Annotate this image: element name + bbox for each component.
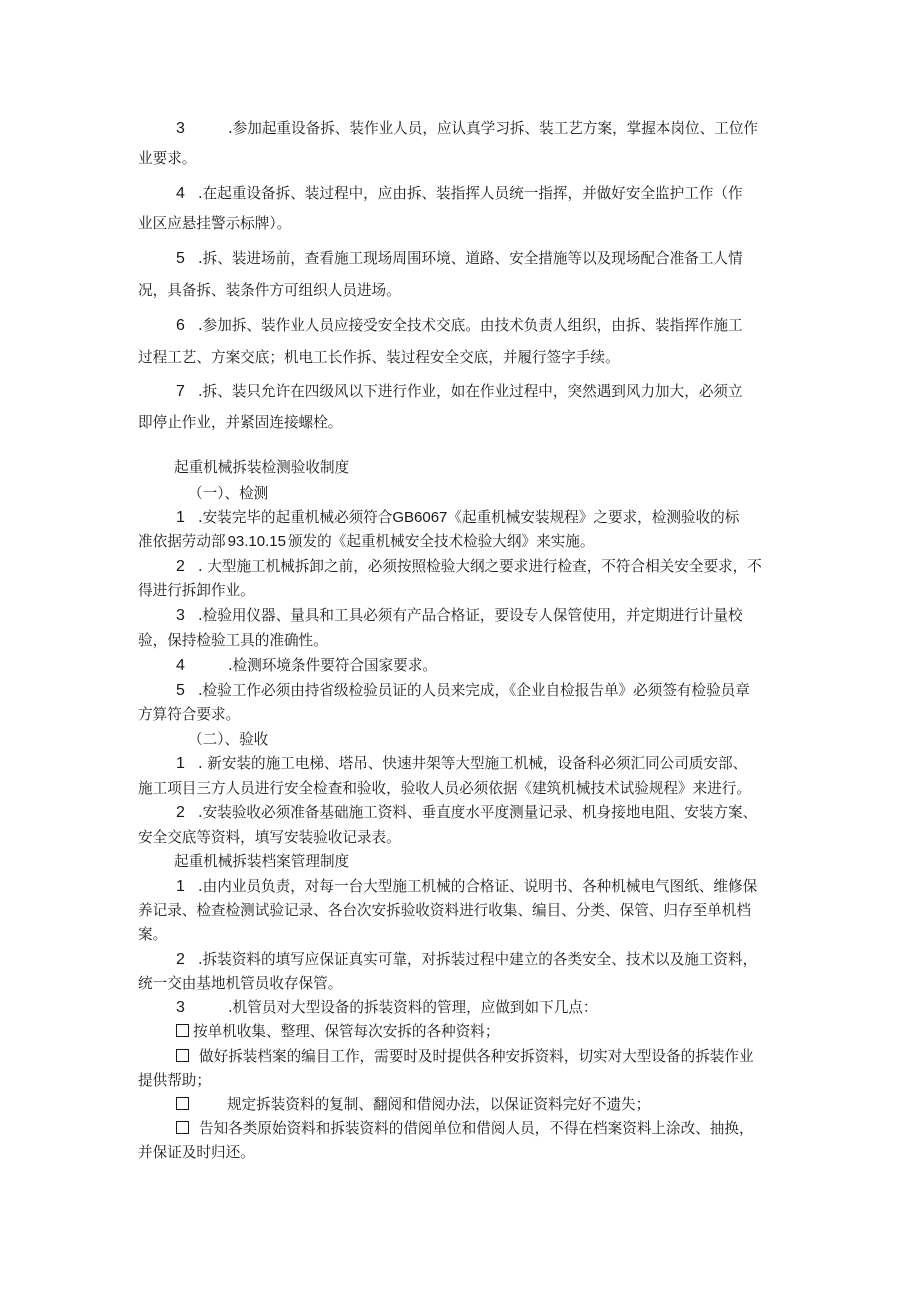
item-number: 1: [176, 755, 185, 772]
inspection-item-2-line-2: 得进行拆卸作业。: [138, 582, 255, 599]
item-number: 5: [176, 682, 185, 699]
item-number: 7: [176, 383, 185, 400]
item-number: 2: [176, 804, 185, 821]
inspection-item-5-line-2: 方算符合要求。: [138, 706, 241, 723]
item-number: 3: [176, 999, 185, 1016]
item-6-line-1: 6 .参加拆、装作业人员应接受安全技术交底。由技术负责人组织，由拆、装指挥作施工: [176, 317, 743, 334]
subheading-inspection: （一）、检测: [188, 485, 269, 502]
acceptance-item-1-line-2: 施工项目三方人员进行安全检查和验收，验收人员必须依据《建筑机械技术试验规程》来进行。: [138, 780, 751, 797]
subheading-acceptance: （二）、验收: [188, 731, 269, 748]
item-number: 5: [176, 250, 185, 267]
item-number: 6: [176, 317, 185, 334]
archive-item-1-line-2: 养记录、检查检测试验记录、各台次安拆验收资料进行收集、编目、分类、保管、归存至单机档: [138, 902, 751, 919]
section-title-inspection: 起重机械拆装检测验收制度: [174, 459, 350, 476]
item-number: 3: [176, 120, 185, 137]
inspection-item-3-line-1: 3 .检验用仪器、量具和工具必须有产品合格证，要设专人保管使用，并定期进行计量校: [176, 607, 743, 624]
item-4-line-2: 业区应悬挂警示标牌）。: [138, 215, 292, 232]
inspection-item-1-line-2: 准依据劳动部 93.10.15 颁发的《起重机械安全技术检验大纲》来实施。: [138, 533, 595, 550]
item-number: 4: [176, 185, 185, 202]
archive-item-2-line-1: 2 .拆装资料的填写应保证真实可靠，对拆装过程中建立的各类安全、技术以及施工资料，: [176, 951, 758, 968]
inspection-item-5-line-1: 5 .检验工作必须由持省级检验员证的人员来完成，《企业自检报告单》必须签有检验员章: [176, 682, 750, 699]
checklist-item-2-line-2: 提供帮助；: [138, 1072, 211, 1089]
archive-item-2-line-2: 统一交由基地机管员收存保管。: [138, 975, 343, 992]
archive-item-1-line-3: 案。: [138, 926, 168, 943]
inspection-item-3-line-2: 验，保持检验工具的准确性。: [138, 632, 328, 649]
item-7-line-1: 7 .拆、装只允许在四级风以下进行作业，如在作业过程中，突然遇到风力加大，必须立: [176, 383, 743, 400]
archive-item-3-line-1: 3 .机管员对大型设备的拆装资料的管理，应做到如下几点：: [176, 999, 598, 1016]
item-7-line-2: 即停止作业，并紧固连接螺栓。: [138, 414, 343, 431]
checkbox-icon: [176, 1024, 189, 1037]
checklist-item-2-line-1: 做好拆装档案的编目工作，需要时及时提供各种安拆资料，切实对大型设备的拆装作业: [176, 1047, 754, 1067]
item-5-line-2: 况，具备拆、装条件方可组织人员进场。: [138, 282, 401, 299]
checkbox-icon: [176, 1121, 189, 1134]
item-4-line-1: 4 .在起重设备拆、装过程中，应由拆、装指挥人员统一指挥，并做好安全监护工作（作: [176, 185, 743, 202]
item-3-line-1: 3 .参加起重设备拆、装作业人员，应认真学习拆、装工艺方案，掌握本岗位、工位作: [176, 120, 759, 137]
item-number: 2: [176, 951, 185, 968]
archive-item-1-line-1: 1 .由内业员负责，对每一台大型施工机械的合格证、说明书、各种机械电气图纸、维修保: [176, 878, 758, 895]
checklist-item-1: 按单机收集、整理、保管每次安拆的各种资料；: [176, 1022, 499, 1042]
inspection-item-2-line-1: 2 . 大型施工机械拆卸之前，必须按照检验大纲之要求进行检查，不符合相关安全要求，不: [176, 558, 762, 575]
item-6-line-2: 过程工艺、方案交底；机电工长作拆、装过程安全交底，并履行签字手续。: [138, 349, 620, 366]
acceptance-item-2-line-2: 安全交底等资料，填写安装验收记录表。: [138, 829, 401, 846]
acceptance-item-1-line-1: 1 . 新安装的施工电梯、塔吊、快速井架等大型施工机械，设备科必须汇同公司质安部、: [176, 755, 748, 772]
inspection-item-1-line-1: 1 .安装完毕的起重机械必须符合GB6067《起重机械安装规程》之要求，检测验收的标: [176, 509, 740, 526]
checklist-item-4-line-2: 并保证及时归还。: [138, 1144, 255, 1161]
checklist-item-3: 规定拆装资料的复制、翻阅和借阅办法，以保证资料完好不遗失；: [176, 1095, 650, 1115]
item-3-line-2: 业要求。: [138, 150, 197, 167]
item-number: 3: [176, 607, 185, 624]
issue-date: 93.10.15: [227, 533, 286, 550]
item-number: 1: [176, 509, 185, 526]
item-number: 1: [176, 878, 185, 895]
inspection-item-4-line-1: 4 .检测环境条件要符合国家要求。: [176, 657, 437, 674]
section-title-archive: 起重机械拆装档案管理制度: [174, 853, 350, 870]
item-number: 4: [176, 657, 185, 674]
checkbox-icon: [176, 1097, 189, 1110]
standard-code: GB6067: [392, 509, 448, 526]
item-5-line-1: 5 .拆、装进场前，查看施工现场周围环境、道路、安全措施等以及现场配合准备工人情: [176, 250, 743, 267]
checkbox-icon: [176, 1049, 189, 1062]
checklist-item-4-line-1: 告知各类原始资料和拆装资料的借阅单位和借阅人员，不得在档案资料上涂改、抽换，: [176, 1119, 754, 1139]
acceptance-item-2-line-1: 2 .安装验收必须准备基础施工资料、垂直度水平度测量记录、机身接地电阻、安装方案、: [176, 804, 758, 821]
item-number: 2: [176, 558, 185, 575]
